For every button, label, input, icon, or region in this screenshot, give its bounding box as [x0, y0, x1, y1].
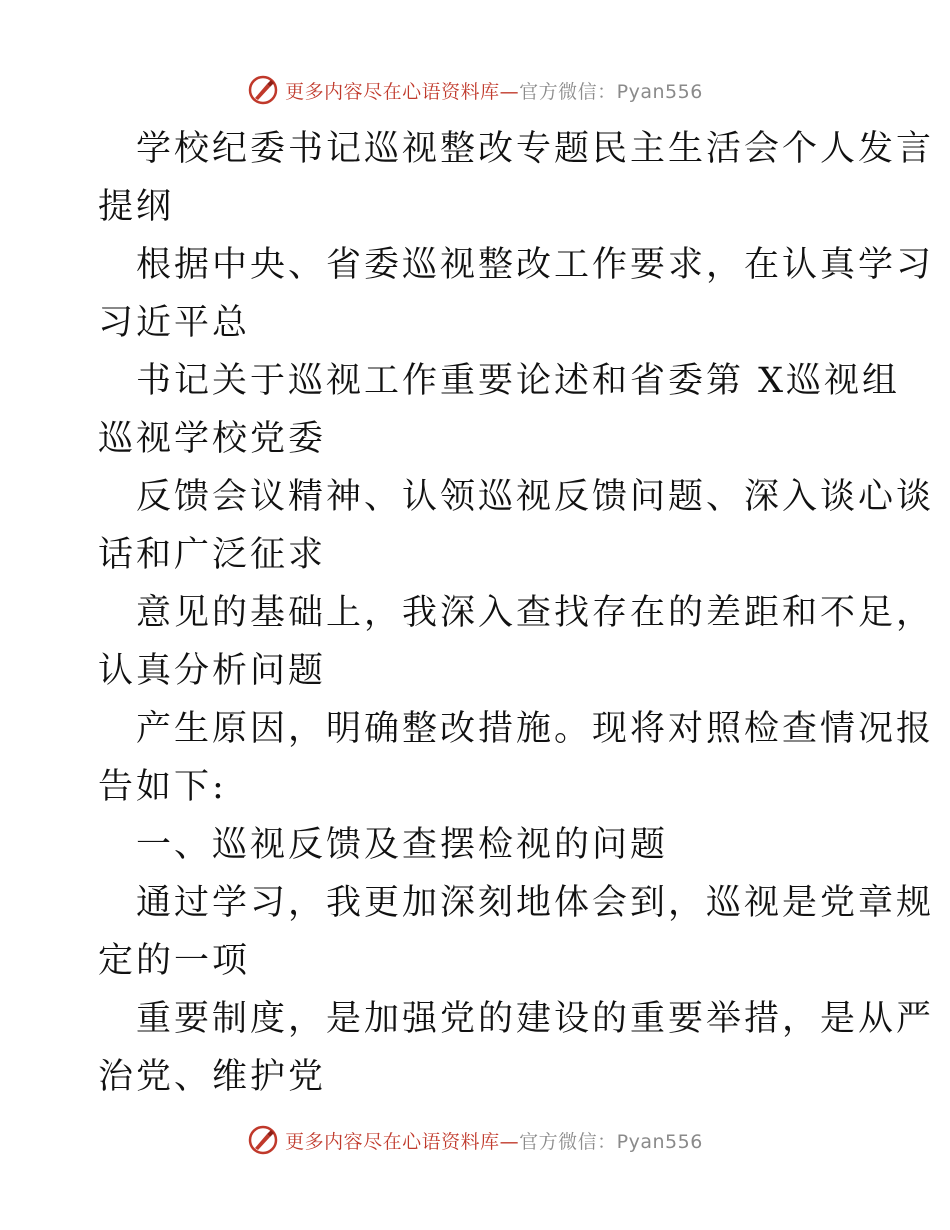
footer-banner-text [285, 1127, 703, 1154]
paragraph-line: 通过学习，我更加深刻地体会到，巡视是党章规 [136, 883, 935, 923]
header-watermark-banner [0, 70, 950, 110]
pen-logo-icon [247, 74, 279, 106]
section-heading: 一、巡视反馈及查摆检视的问题 [136, 825, 669, 865]
header-banner-main: 更多内容尽在心语资料库— [285, 80, 520, 103]
pen-logo-icon [247, 1124, 279, 1156]
header-banner-inner [247, 74, 703, 106]
document-body [98, 120, 935, 1106]
paragraph-line: 告如下: [98, 767, 227, 807]
paragraph-line: 根据中央、省委巡视整改工作要求，在认真学习 [136, 245, 935, 285]
paragraph-line: 反馈会议精神、认领巡视反馈问题、深入谈心谈 [136, 477, 935, 517]
footer-banner-inner [247, 1124, 703, 1156]
paragraph-line: 定的一项 [98, 941, 251, 981]
header-banner-sub: 官方微信：Pyan556 [519, 80, 703, 103]
paragraph-line: 习近平总 [98, 303, 251, 343]
paragraph-line: 话和广泛征求 [98, 535, 327, 575]
doc-title-line-2: 提纲 [98, 187, 175, 227]
paragraph-line: 意见的基础上，我深入查找存在的差距和不足， [136, 593, 935, 633]
paragraph-line: 巡视学校党委 [98, 419, 327, 459]
doc-title-line-1: 学校纪委书记巡视整改专题民主生活会个人发言 [136, 129, 935, 169]
footer-watermark-banner [0, 1120, 950, 1160]
footer-banner-main: 更多内容尽在心语资料库— [285, 1130, 520, 1153]
paragraph-line: 产生原因，明确整改措施。现将对照检查情况报 [136, 709, 935, 749]
paragraph-line: 书记关于巡视工作重要论述和省委第 X巡视组 [136, 361, 901, 401]
paragraph-line: 重要制度，是加强党的建设的重要举措，是从严 [136, 999, 935, 1039]
header-banner-text [285, 77, 703, 104]
footer-banner-sub: 官方微信：Pyan556 [519, 1130, 703, 1153]
paragraph-line: 治党、维护党 [98, 1057, 327, 1097]
paragraph-line: 认真分析问题 [98, 651, 327, 691]
